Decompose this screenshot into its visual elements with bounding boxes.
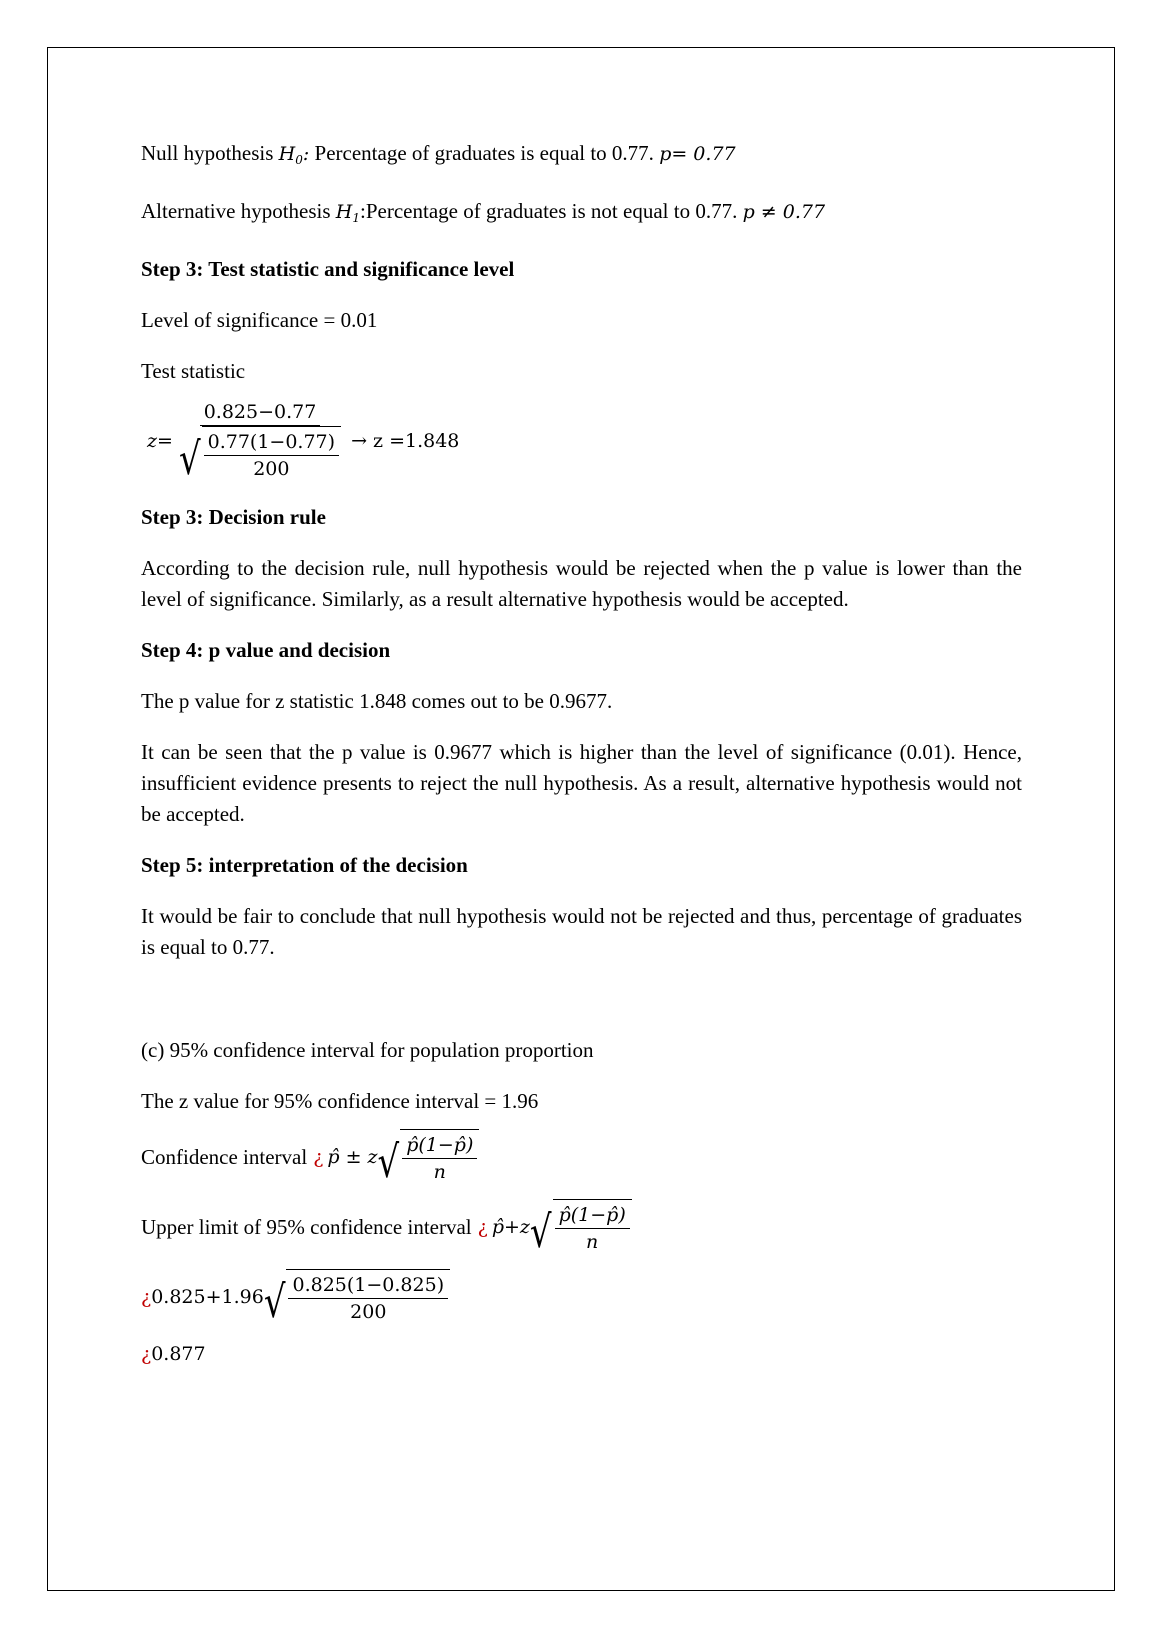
alternative-hypothesis-text: :Percentage of graduates is not equal to 0.77. <box>360 199 738 223</box>
decision-rule-text: According to the decision rule, null hypothesis would be rejected when the p value is lower than the level of significance. Similarly, as a result alternative hypothesis would be accepted. <box>141 556 1022 611</box>
null-hypothesis-label: Null hypothesis <box>141 141 274 165</box>
alternative-hypothesis-line <box>141 196 1022 234</box>
z-lhs: z= <box>147 429 173 452</box>
decision-rule-heading: Step 3: Decision rule <box>141 505 326 529</box>
calculation-denominator: 200 <box>350 1301 387 1323</box>
part-c-title-text: 95% confidence interval for population proportion <box>169 1038 594 1062</box>
decision-text: It can be seen that the p value is 0.9677 which is higher than the level of significance (0.01). Hence, insufficient evidence presents to reject the null hypothesis. As a result, alternative hypothesis would not be accepted. <box>141 740 1022 826</box>
null-hypothesis-text: Percentage of graduates is equal to 0.77. <box>314 141 654 165</box>
test-statistic-label: Test statistic <box>141 359 246 383</box>
upper-limit-calculation <box>141 1269 1022 1329</box>
z-formula <box>141 399 1022 486</box>
confidence-interval-label: Confidence interval <box>141 1144 308 1169</box>
alternative-hypothesis-label: Alternative hypothesis <box>141 199 331 223</box>
confidence-interval-sqrt: √ $\frac{p̂(1-p̂)}{n}$ <box>378 1129 480 1185</box>
step3-heading: Step 3: Test statistic and significance level <box>141 257 515 281</box>
calculation-sqrt: √ $\frac{0.825(1-0.825)}{200}$ <box>264 1269 450 1325</box>
confidence-interval-formula <box>141 1129 1022 1189</box>
calculation-numerator: 0.825(1−0.825) <box>288 1272 448 1299</box>
upper-limit-marker: ¿ <box>477 1216 488 1238</box>
upper-limit-lhs: p̂+z <box>491 1216 530 1238</box>
upper-limit-denominator: n <box>586 1231 599 1253</box>
result-value: 0.877 <box>151 1343 206 1365</box>
alternative-hypothesis-equation: p ≠ 0.77 <box>742 201 826 223</box>
null-hypothesis-symbol: $H_0$: <box>278 143 310 167</box>
upper-limit-label: Upper limit of 95% confidence interval <box>141 1214 472 1239</box>
confidence-interval-marker: ¿ <box>313 1146 324 1168</box>
p-value-text: The p value for z statistic 1.848 comes out to be 0.9677. <box>141 689 613 713</box>
significance-level: Level of significance = 0.01 <box>141 308 378 332</box>
part-c-title <box>141 1035 1022 1066</box>
alternative-hypothesis-symbol: $H_1$ <box>335 201 361 225</box>
z-fraction <box>175 399 345 486</box>
z-result: → z =1.848 <box>351 429 460 452</box>
null-hypothesis-equation: p= 0.77 <box>659 143 736 165</box>
document-content <box>141 138 1022 1365</box>
result-marker: ¿ <box>141 1343 152 1365</box>
confidence-interval-denominator: n <box>433 1161 446 1183</box>
confidence-interval-numerator: p̂(1−p̂) <box>402 1132 477 1159</box>
step5-heading: Step 5: interpretation of the decision <box>141 853 468 877</box>
upper-limit-sqrt: √ $\frac{p̂(1-p̂)}{n}$ <box>530 1199 632 1255</box>
z-value-text: The z value for 95% confidence interval = 1.96 <box>141 1089 539 1113</box>
upper-limit-formula <box>141 1199 1022 1259</box>
calculation-lhs: 0.825+1.96 <box>151 1286 264 1308</box>
null-hypothesis-line <box>141 138 1022 176</box>
interpretation-text: It would be fair to conclude that null hypothesis would not be rejected and thus, percentage of graduates is equal to 0.77. <box>141 904 1022 959</box>
z-numerator: 0.825−0.77 <box>200 399 321 426</box>
upper-limit-numerator: p̂(1−p̂) <box>555 1202 630 1229</box>
z-denominator-bottom: 200 <box>253 458 290 480</box>
step4-heading: Step 4: p value and decision <box>141 638 391 662</box>
confidence-interval-lhs: p̂ ± z <box>327 1146 378 1168</box>
upper-limit-result <box>141 1343 1022 1365</box>
z-denominator-top: 0.77(1−0.77) <box>204 429 339 456</box>
z-denominator-sqrt: √ $\frac{0.77(1-0.77)}{200}$ <box>179 426 341 482</box>
calculation-marker: ¿ <box>141 1286 152 1308</box>
part-c-label: (c) <box>141 1038 165 1062</box>
